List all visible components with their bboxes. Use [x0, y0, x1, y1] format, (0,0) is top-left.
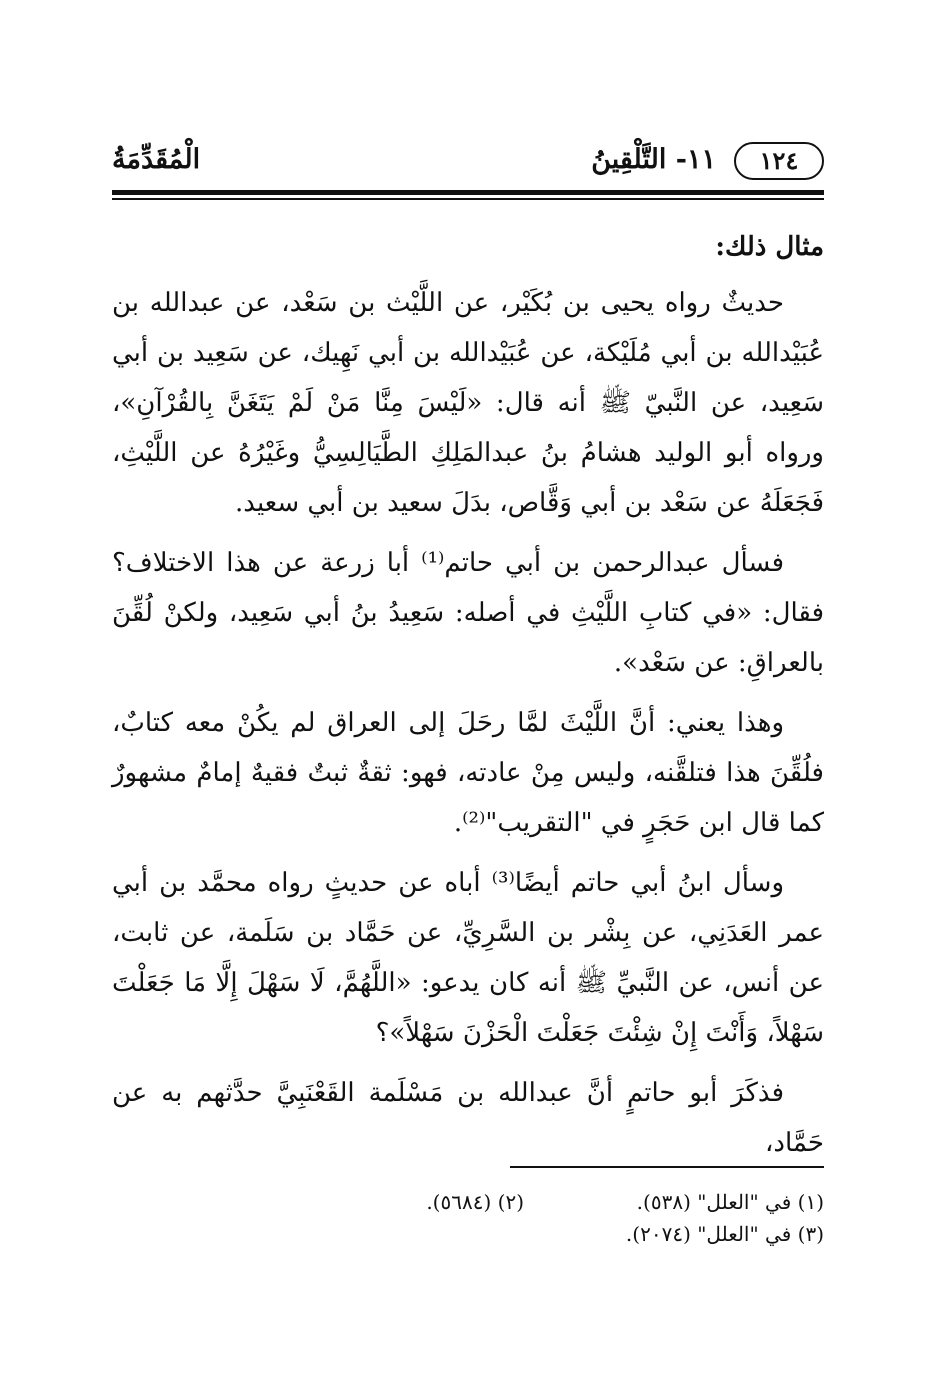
paragraph-3: وهذا يعني: أنَّ اللَّيْثَ لمَّا رحَلَ إلى العراق لم يكُنْ معه كتابٌ، فلُقِّنَ هذا فتلقَّنه، وليس مِنْ عادته، فهو: ثقةٌ ثبتٌ فقيهٌ إمامٌ مشهورٌ كما قال ابن حَجَرٍ في "التقريب"⁽²⁾. — [112, 708, 824, 838]
running-title: الْمُقَدِّمَةُ — [112, 144, 201, 175]
footnote-separator — [510, 1166, 824, 1168]
section-heading: مثال ذلك: — [715, 232, 824, 262]
paragraph-2: فسأل عبدالرحمن بن أبي حاتم⁽¹⁾ أبا زرعة عن هذا الاختلاف؟ فقال: «في كتابِ اللَّيْثِ في أصله: سَعِيدُ بنُ أبي سَعِيد، ولكنْ لُقِّنَ بالعراقِ: عن سَعْد». — [112, 548, 824, 678]
footnotes — [112, 1186, 824, 1250]
header-rule-thick — [112, 190, 824, 195]
footnote-3: (٣) في "العلل" (٢٠٧٤). — [625, 1222, 824, 1246]
paragraph-4: وسأل ابنُ أبي حاتم أيضًا⁽³⁾ أباه عن حديثٍ رواه محمَّد بن أبي عمر العَدَنِي، عن بِشْر بن السَّرِيِّ، عن حَمَّاد بن سَلَمة، عن ثابت، عن أنس، عن النَّبيِّ ﷺ أنه كان يدعو: «اللَّهُمَّ، لَا سَهْلَ إِلَّا مَا جَعَلْتَ سَهْلاً، وَأَنْتَ إِنْ شِئْتَ جَعَلْتَ الْحَزْنَ سَهْلاً»؟ — [112, 868, 824, 1048]
footnote-row — [112, 1218, 824, 1250]
footnote-2: (٢) (٥٦٨٤). — [426, 1190, 524, 1214]
header-rule-thin — [112, 198, 824, 200]
page-header — [112, 134, 824, 184]
footnote-1: (١) في "العلل" (٥٣٨). — [636, 1190, 824, 1214]
paragraph-5: فذكَرَ أبو حاتمٍ أنَّ عبدالله بن مَسْلَمة القَعْنَبِيَّ حدَّثهم به عن حَمَّاد، — [112, 1078, 824, 1158]
paragraph-1: حديثٌ رواه يحيى بن بُكَيْر، عن اللَّيْث بن سَعْد، عن عبدالله بن عُبَيْدالله بن أبي مُلَيْكة، عن عُبَيْدالله بن أبي نَهِيك، عن سَعِيد بن أبي سَعِيد، عن النَّبيّ ﷺ أنه قال: «لَيْسَ مِنَّا مَنْ لَمْ يَتَغَنَّ بِالقُرْآنِ»، ورواه أبو الوليد هشامُ بنُ عبدالمَلِكِ الطَّيَالِسِيُّ وغَيْرُهُ عن اللَّيْثِ، فَجَعَلَهُ عن سَعْد بن أبي وَقَّاص، بدَلَ سعيد بن أبي سعيد. — [112, 288, 824, 518]
chapter-title: ١١- التَّلْقِينُ — [591, 144, 716, 175]
footnote-row — [112, 1186, 824, 1218]
page-number: ١٢٤ — [734, 142, 824, 180]
page-body — [112, 222, 824, 1178]
